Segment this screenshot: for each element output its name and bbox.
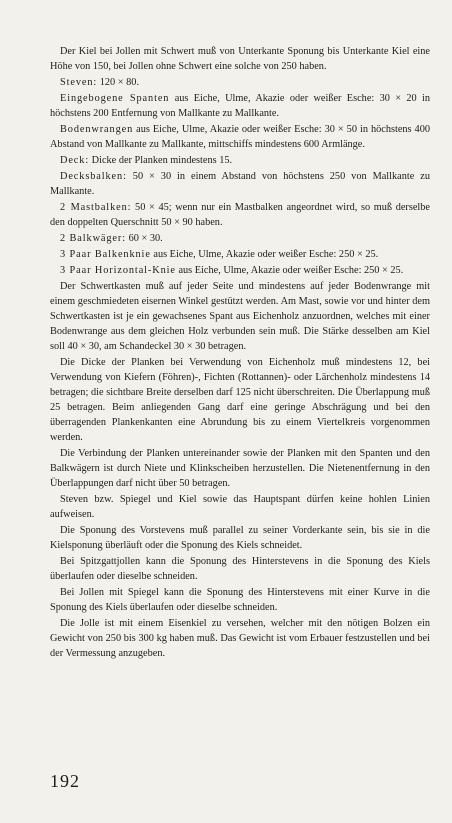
paragraph-text: Bei Jollen mit Spiegel kann die Sponung des Hinterstevens mit einer Kurve in die Sponung des Kiels überlaufen oder dieselbe schneiden.	[50, 587, 430, 613]
paragraph	[50, 446, 430, 491]
paragraph	[50, 231, 430, 246]
term-label: Bodenwrangen	[60, 124, 134, 135]
page-number: 192	[50, 771, 80, 791]
term-label: Steven:	[60, 77, 98, 88]
paragraph	[50, 91, 430, 121]
paragraph-text: 60 × 30.	[126, 233, 163, 244]
paragraph-text: Der Kiel bei Jollen mit Schwert muß von Unterkante Sponung bis Unterkante Kiel eine Höhe von 150, bei Jollen ohne Schwert eine solche von 250 haben.	[50, 46, 430, 72]
paragraph	[50, 585, 430, 615]
term-label: Deck:	[60, 155, 90, 166]
paragraph	[50, 44, 430, 74]
paragraph	[50, 75, 430, 90]
paragraph-text: Bei Spitzgattjollen kann die Sponung des Hinterstevens in die Sponung des Kiels überlaufen oder dieselbe schneiden.	[50, 556, 430, 582]
paragraph	[50, 492, 430, 522]
paragraph-text: Steven bzw. Spiegel und Kiel sowie das Hauptspant dürfen keine hohlen Linien aufweisen.	[50, 494, 430, 520]
paragraph	[50, 122, 430, 152]
paragraph	[50, 523, 430, 553]
paragraph-text: Die Sponung des Vorstevens muß parallel zu seiner Vorderkante sein, bis sie in die Kielsponung überläuft oder die Sponung des Kiels schneidet.	[50, 525, 430, 551]
paragraph	[50, 554, 430, 584]
paragraph-text: aus Eiche, Ulme, Akazie oder weißer Esche: 30 × 20 in höchstens 200 Entfernung von Mallkante zu Mallkante.	[50, 93, 431, 119]
paragraph-text: 50 × 45; wenn nur ein Mastbalken angeordnet wird, so muß derselbe den doppelten Querschnitt 50 × 90 haben.	[50, 202, 431, 228]
paragraph-text: Dicke der Planken mindestens 15.	[89, 155, 233, 166]
paragraph-text: Der Schwertkasten muß auf jeder Seite und mindestens auf jeder Bodenwrange mit einem geschmiedeten eisernen Winkel gestützt werden. Am Mast, sowie vor und hinter dem Schwertkasten ist je ein gewachsenes Spant aus Eichenholz anzuordnen, welches mit einer Bodenwrange aus dem gleichen Holz verbunden sein muß. Die Stärke desselben am Kiel soll 40 × 30, am Schandeckel 30 × 30 betragen.	[50, 281, 430, 352]
paragraph-text: 50 × 30 in einem Abstand von höchstens 250 von Mallkante zu Mallkante.	[50, 171, 430, 197]
paragraph	[50, 153, 430, 168]
paragraph-text: Die Jolle ist mit einem Eisenkiel zu versehen, welcher mit den nötigen Bolzen ein Gewicht von 250 bis 300 kg haben muß. Das Gewicht ist vom Erbauer festzustellen und bei der Vermessung anzugeben.	[50, 618, 430, 659]
term-label: 3 Paar Horizontal-Knie	[60, 265, 176, 276]
paragraph	[50, 263, 430, 278]
paragraph-text: aus Eiche, Ulme, Akazie oder weißer Esche: 250 × 25.	[175, 265, 404, 276]
term-label: Decksbalken:	[60, 171, 127, 182]
paragraph-text: 120 × 80.	[97, 77, 140, 88]
paragraph	[50, 279, 430, 354]
term-label: 2 Mastbalken:	[60, 202, 132, 213]
paragraph-text: Die Dicke der Planken bei Verwendung von Eichenholz muß mindestens 12, bei Verwendung von Kiefern (Föhren)-, Fichten (Rottannen)- oder Lärchenholz mindestens 14 betragen; die sichtbare Breite derselben darf 125 nicht überschreiten. Die Überlappung muß 25 betragen. Beim anliegenden Gang darf eine geringe Abschrägung und bei den überragenden Plankenkanten eine Abrundung bis zu einem Viertelkreis vorgenommen werden.	[50, 357, 430, 443]
term-label: 3 Paar Balkenknie	[60, 249, 151, 260]
body-text	[50, 44, 430, 662]
paragraph-text: Die Verbindung der Planken untereinander sowie der Planken mit den Spanten und den Balkwägern ist durch Niete und Klinkscheiben herzustellen. Die Nietenentfernung in den Überlappungen darf nicht über 50 betragen.	[50, 448, 430, 489]
paragraph	[50, 169, 430, 199]
paragraph	[50, 616, 430, 661]
paragraph	[50, 355, 430, 445]
paragraph	[50, 247, 430, 262]
term-label: Eingebogene Spanten	[60, 93, 170, 104]
paragraph-text: aus Eiche, Ulme, Akazie oder weißer Esche: 250 × 25.	[150, 249, 379, 260]
paragraph-text: aus Eiche, Ulme, Akazie oder weißer Esche: 30 × 50 in höchstens 400 Abstand von Mallkante zu Mallkante, mittschiffs mindestens 600 Armlänge.	[50, 124, 430, 150]
paragraph	[50, 200, 430, 230]
term-label: 2 Balkwäger:	[60, 233, 126, 244]
